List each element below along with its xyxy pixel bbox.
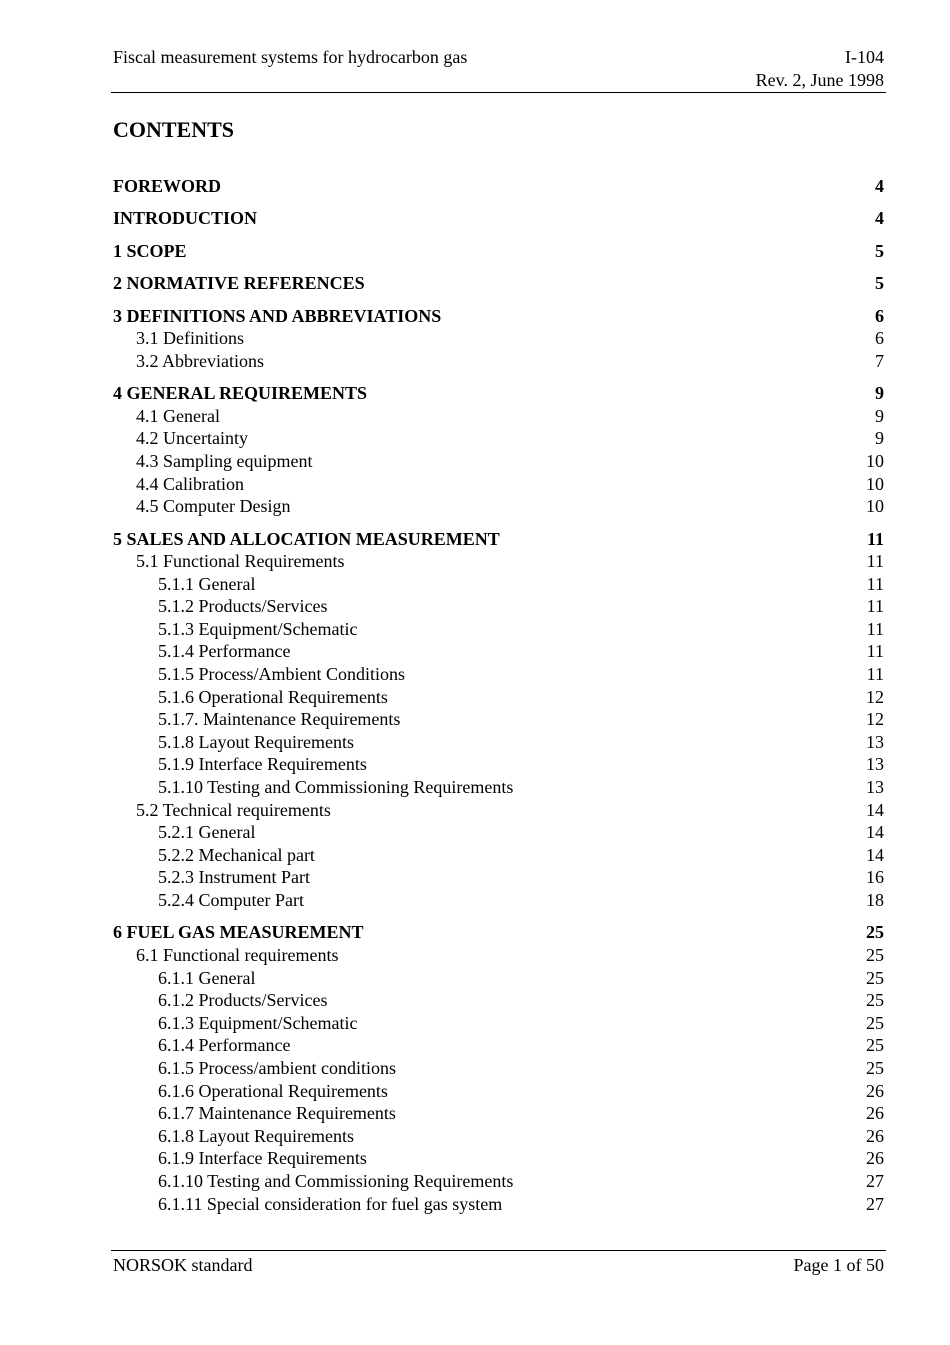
toc-entry-title: 4.2 Uncertainty <box>136 428 248 449</box>
toc-entry-page: 11 <box>866 596 884 617</box>
toc-entry-page: 25 <box>866 944 884 965</box>
toc-entry-page: 25 <box>866 990 884 1011</box>
toc-entry[interactable] <box>113 495 884 518</box>
toc-entry-page: 25 <box>866 1057 884 1078</box>
toc-entry-title: 4.1 General <box>136 405 220 426</box>
toc-entry-title: 5.2.3 Instrument Part <box>158 867 310 888</box>
toc-entry-title: 5.1.2 Products/Services <box>158 596 328 617</box>
toc-entry[interactable] <box>113 272 884 295</box>
toc-entry-title: 5.1.3 Equipment/Schematic <box>158 618 358 639</box>
toc-entry-page: 11 <box>866 664 884 685</box>
toc-entry[interactable] <box>113 1125 884 1148</box>
toc-entry[interactable] <box>113 821 884 844</box>
toc-entry-title: 3.2 Abbreviations <box>136 350 264 371</box>
toc-entry[interactable] <box>113 989 884 1012</box>
toc-entry-page: 13 <box>866 777 884 798</box>
toc-entry[interactable] <box>113 708 884 731</box>
toc-entry[interactable] <box>113 889 884 912</box>
toc-entry-title: 5.2.1 General <box>158 822 256 843</box>
page-number: Page 1 of 50 <box>793 1255 884 1275</box>
toc-entry-title: 5.2.4 Computer Part <box>158 890 304 910</box>
toc-entry[interactable] <box>113 921 884 944</box>
toc-entry[interactable] <box>113 573 884 596</box>
toc-entry[interactable] <box>113 1034 884 1057</box>
toc-entry-title: 6.1.7 Maintenance Requirements <box>158 1103 396 1124</box>
toc-entry[interactable] <box>113 528 884 551</box>
toc-entry-title: 3.1 Definitions <box>136 328 244 349</box>
toc-entry-page: 9 <box>875 428 884 449</box>
toc-entry-page: 4 <box>875 208 884 229</box>
header-divider <box>111 92 886 93</box>
toc-entry[interactable] <box>113 207 884 230</box>
toc-entry-page: 27 <box>866 1170 884 1191</box>
toc-entry-page: 6 <box>875 328 884 349</box>
toc-entry-page: 6 <box>875 305 884 326</box>
toc-entry-title: 5.1.4 Performance <box>158 641 291 662</box>
toc-entry-page: 10 <box>866 496 884 517</box>
toc-entry[interactable] <box>113 595 884 618</box>
footer-divider <box>111 1250 886 1251</box>
toc-entry-page: 9 <box>875 405 884 426</box>
toc-entry[interactable] <box>113 175 884 198</box>
toc-entry[interactable] <box>113 663 884 686</box>
toc-entry[interactable] <box>113 686 884 709</box>
toc-entry-title: 6 FUEL GAS MEASUREMENT <box>113 922 364 943</box>
toc-entry-title: 5.2 Technical requirements <box>136 799 331 820</box>
toc-entry[interactable] <box>113 350 884 373</box>
toc-entry[interactable] <box>113 753 884 776</box>
toc-entry-page: 5 <box>875 240 884 261</box>
toc-entry-title: FOREWORD <box>113 176 221 196</box>
toc-entry[interactable] <box>113 1170 884 1193</box>
toc-entry-page: 25 <box>866 922 884 943</box>
toc-entry[interactable] <box>113 640 884 663</box>
toc-entry-page: 11 <box>866 618 884 639</box>
toc-entry-title: 5.1.8 Layout Requirements <box>158 731 354 752</box>
toc-entry[interactable] <box>113 1193 884 1216</box>
document-id: I-104 <box>845 47 884 67</box>
toc-entry[interactable] <box>113 473 884 496</box>
toc-entry-title: 5.2.2 Mechanical part <box>158 844 315 865</box>
toc-entry[interactable] <box>113 1080 884 1103</box>
toc-entry-page: 27 <box>866 1193 884 1214</box>
toc-entry[interactable] <box>113 1012 884 1035</box>
toc-entry-title: 4 GENERAL REQUIREMENTS <box>113 383 368 404</box>
toc-entry-title: 6.1.1 General <box>158 967 256 988</box>
toc-entry[interactable] <box>113 240 884 263</box>
contents-heading: CONTENTS <box>113 117 235 142</box>
toc-entry-page: 14 <box>866 822 884 843</box>
toc-entry-page: 4 <box>875 176 884 196</box>
toc-entry-title: 6.1.10 Testing and Commissioning Requirements <box>158 1170 514 1191</box>
toc-entry[interactable] <box>113 944 884 967</box>
toc-entry-title: 5.1 Functional Requirements <box>136 551 345 572</box>
toc-entry-page: 26 <box>866 1148 884 1169</box>
toc-entry-title: 2 NORMATIVE REFERENCES <box>113 273 365 294</box>
toc-entry-page: 5 <box>875 273 884 294</box>
toc-entry[interactable] <box>113 305 884 328</box>
toc-entry-page: 11 <box>866 641 884 662</box>
toc-entry-page: 10 <box>866 450 884 471</box>
toc-entry[interactable] <box>113 382 884 405</box>
toc-entry-page: 16 <box>866 867 884 888</box>
toc-entry-title: 6.1.2 Products/Services <box>158 990 328 1011</box>
toc-entry-page: 25 <box>866 1012 884 1033</box>
toc-entry-title: 5.1.7. Maintenance Requirements <box>158 709 401 730</box>
toc-entry-title: 6.1.9 Interface Requirements <box>158 1148 367 1169</box>
toc-entry[interactable] <box>113 427 884 450</box>
toc-entry-page: 25 <box>866 1035 884 1056</box>
toc-entry-page: 11 <box>866 551 884 572</box>
toc-entry[interactable] <box>113 327 884 350</box>
toc-entry[interactable] <box>113 1147 884 1170</box>
toc-entry-page: 14 <box>866 799 884 820</box>
toc-entry-title: 6.1.4 Performance <box>158 1035 291 1056</box>
document-revision: Rev. 2, June 1998 <box>755 70 884 90</box>
toc-entry-page: 14 <box>866 844 884 865</box>
toc-entry-page: 26 <box>866 1103 884 1124</box>
toc-entry-page: 26 <box>866 1125 884 1146</box>
toc-entry-title: 6.1.8 Layout Requirements <box>158 1125 354 1146</box>
toc-entry-page: 18 <box>866 890 884 910</box>
toc-entry[interactable] <box>113 1102 884 1125</box>
toc-entry-page: 26 <box>866 1080 884 1101</box>
toc-entry-title: 6.1 Functional requirements <box>136 944 339 965</box>
toc-entry-page: 11 <box>866 573 884 594</box>
toc-entry-page: 13 <box>866 754 884 775</box>
toc-entry[interactable] <box>113 967 884 990</box>
toc-entry-title: 6.1.6 Operational Requirements <box>158 1080 388 1101</box>
toc-entry-page: 10 <box>866 473 884 494</box>
toc-entry[interactable] <box>113 618 884 641</box>
toc-entry-title: 6.1.11 Special consideration for fuel gas system <box>158 1193 503 1214</box>
toc-entry-title: INTRODUCTION <box>113 208 258 229</box>
toc-entry[interactable] <box>113 776 884 799</box>
toc-entry[interactable] <box>113 550 884 573</box>
toc-entry-page: 12 <box>866 709 884 730</box>
toc-entry-page: 11 <box>866 528 884 549</box>
toc-entry[interactable] <box>113 866 884 889</box>
toc-entry[interactable] <box>113 799 884 822</box>
standard-name: NORSOK standard <box>113 1255 253 1275</box>
toc-entry-title: 1 SCOPE <box>113 240 187 261</box>
toc-entry-page: 12 <box>866 686 884 707</box>
table-of-contents <box>113 175 884 1215</box>
toc-entry[interactable] <box>113 450 884 473</box>
toc-entry-title: 5 SALES AND ALLOCATION MEASUREMENT <box>113 528 500 549</box>
toc-entry-title: 4.4 Calibration <box>136 473 244 494</box>
toc-entry-title: 3 DEFINITIONS AND ABBREVIATIONS <box>113 305 442 326</box>
toc-entry-page: 13 <box>866 731 884 752</box>
toc-entry-title: 5.1.6 Operational Requirements <box>158 686 388 707</box>
document-title: Fiscal measurement systems for hydrocarbon gas <box>113 47 468 67</box>
toc-entry-title: 5.1.10 Testing and Commissioning Requirements <box>158 777 514 798</box>
toc-entry-page: 7 <box>875 350 884 371</box>
toc-entry-title: 6.1.3 Equipment/Schematic <box>158 1012 358 1033</box>
toc-entry[interactable] <box>113 1057 884 1080</box>
toc-entry[interactable] <box>113 844 884 867</box>
toc-entry-title: 6.1.5 Process/ambient conditions <box>158 1057 396 1078</box>
toc-entry-title: 4.3 Sampling equipment <box>136 450 313 471</box>
toc-entry-page: 9 <box>875 383 884 404</box>
toc-entry[interactable] <box>113 731 884 754</box>
toc-entry-title: 5.1.9 Interface Requirements <box>158 754 367 775</box>
toc-entry[interactable] <box>113 405 884 428</box>
toc-entry-title: 4.5 Computer Design <box>136 496 291 517</box>
toc-entry-title: 5.1.5 Process/Ambient Conditions <box>158 664 405 685</box>
toc-entry-page: 25 <box>866 967 884 988</box>
toc-entry-title: 5.1.1 General <box>158 573 256 594</box>
